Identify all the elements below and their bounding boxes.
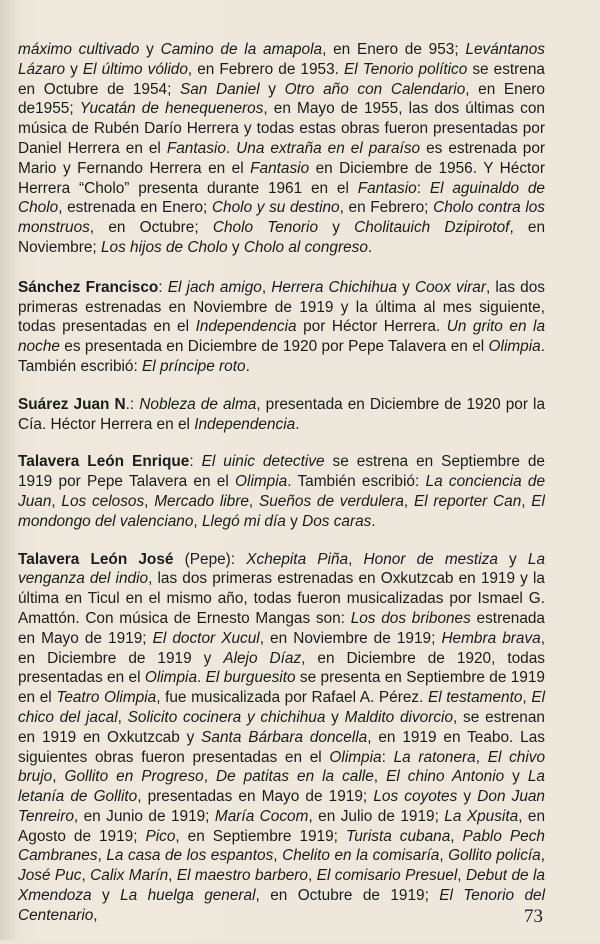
text-run: , [403, 492, 414, 510]
work-title: Fantasio [250, 159, 310, 177]
text-run: , las dos primeras estrenadas en Noviembre de 1919 y la última al mes siguiente, todas presentadas en el [18, 278, 545, 336]
work-title: Cholo y su destino [211, 199, 340, 217]
text-run: . [367, 238, 373, 256]
work-title: Herrera Chichihua [271, 278, 397, 296]
work-title: Sueños de verdulera [258, 492, 404, 510]
work-title: Turista cubana [345, 827, 451, 845]
work-title: Debut de la Xmendoza [18, 867, 545, 905]
work-title: El comisario Presuel [316, 867, 458, 885]
text-run: , en Diciembre de 1920, todas presentadas en el [18, 649, 545, 687]
text-run: y [397, 278, 415, 296]
text-run: , [81, 867, 91, 885]
entry-author-name: Suárez Juan N [18, 395, 126, 413]
text-run: , [168, 867, 177, 885]
text-run: , las dos primeras estrenadas en Oxkutzcab en 1919 y la última en Ticul en el mismo año, todas fueron musicalizadas por Ismael G. Amattón. Con música de Ernesto Mangas son: [18, 570, 545, 627]
work-title: La Xpusita [444, 807, 519, 825]
text-run: y [504, 768, 528, 786]
text-run: : [189, 453, 202, 471]
text-run: , [117, 708, 128, 726]
text-run: y [65, 60, 83, 78]
work-title: María Cocom [214, 807, 309, 825]
work-title: máximo cultivado [18, 41, 140, 58]
work-title: Dos caras [302, 512, 372, 530]
work-title: Los hijos de Cholo [100, 238, 228, 256]
text-run: por Héctor Herrera. [296, 318, 447, 336]
work-title: Fantasio [357, 179, 417, 197]
text-run: , [51, 492, 62, 510]
text-run: y [91, 887, 121, 905]
work-title: El chico del jacal [18, 689, 545, 726]
entry-author-name: Sánchez Francisco [18, 278, 159, 296]
text-run: y [227, 238, 244, 256]
text-run: , [373, 768, 387, 786]
text-run: estrenada en Mayo de 1919; [18, 609, 545, 647]
work-title: La venganza del indio [18, 550, 546, 588]
work-title: El reporter Can [413, 492, 522, 510]
work-title: Yucatán de henequeneros [79, 100, 264, 118]
text-run: , [144, 492, 155, 510]
work-title: Hembra brava [441, 629, 541, 647]
work-title: Teatro Olimpia [56, 689, 157, 707]
work-title: Gollito en Progreso [64, 768, 204, 786]
work-title: Cholo Tenorio [212, 219, 319, 237]
work-title: Cholo al congreso [243, 238, 368, 256]
work-title: Los celosos [61, 492, 145, 510]
work-title: El testamento [427, 689, 523, 707]
work-title: Independencia [195, 318, 297, 336]
paragraph-continuation [18, 40, 545, 258]
work-title: Solicito cocinera y chichihua [127, 708, 326, 726]
work-title: El mondongo del valenciano [18, 492, 545, 530]
work-title: El Tenorio del Centenario [18, 887, 546, 924]
work-title: Xchepita Piña [246, 550, 349, 568]
text-run: es estrenada por Mario y Fernando Herrera en el [18, 139, 545, 177]
text-run: , [521, 492, 532, 510]
work-title: El chivo brujo [18, 748, 546, 786]
text-run: , en Octubre de 1919; [255, 887, 440, 905]
text-run: , se estrenan en 1919 en Oxkutzcab y [18, 708, 545, 746]
text-run: , en Enero de 953; [322, 41, 466, 58]
work-title: El burguesito [205, 669, 296, 687]
work-title: El maestro barbero [176, 867, 308, 885]
text-run: : [416, 179, 430, 197]
text-run: y [457, 788, 478, 806]
text-run: y [259, 80, 285, 98]
work-title: La letanía de Gollito [18, 768, 545, 806]
text-run: , [522, 689, 532, 707]
text-run: , presentadas en Mayo de 1919; [137, 788, 374, 806]
text-run: , [475, 748, 488, 766]
work-title: El último vólido [82, 60, 188, 78]
work-title: Calix Marín [90, 867, 169, 885]
work-title: José Puc [18, 867, 82, 885]
text-run: y [318, 219, 355, 237]
work-title: Coox virar [414, 278, 486, 296]
work-title: Llegó mi día [201, 512, 286, 530]
body-text [18, 40, 545, 944]
text-run: , en Noviembre; [18, 219, 546, 256]
text-run: , [193, 512, 202, 530]
work-title: Alejo Díaz [223, 649, 302, 667]
text-run: , en Agosto de 1919; [18, 807, 546, 845]
work-title: El Tenorio político [344, 60, 468, 78]
work-title: Los dos bribones [350, 609, 471, 627]
work-title: Olimpia [144, 669, 198, 687]
work-title: Chelito en la comisaría [282, 847, 440, 865]
work-title: El uinic detective [201, 453, 325, 471]
work-title: Gollito policía [448, 847, 541, 865]
page-number: 73 [524, 906, 543, 927]
text-run: (Pepe): [173, 550, 247, 568]
text-run: , [97, 847, 107, 865]
text-run: se presenta en Septiembre de 1919 en el [18, 669, 545, 707]
text-run: , [439, 847, 449, 865]
work-title: El aguinaldo de Cholo [18, 179, 545, 217]
text-run: , [348, 550, 364, 568]
text-run: , [450, 827, 463, 845]
text-run: . [371, 512, 376, 530]
text-run: , en 1919 en Teabo. Las siguientes obras fueron presentadas en el [18, 728, 545, 766]
work-title: San Daniel [179, 80, 260, 98]
work-title: Pico [145, 827, 176, 845]
work-title: Cholo contra los monstruos [18, 199, 545, 237]
work-title: Pablo Pech Cambranes [18, 827, 545, 865]
work-title: Camino de la amapola [160, 41, 323, 58]
work-title: De patitas en la calle [216, 768, 374, 786]
text-run: , en Mayo de 1955, las dos últimas con música de Rubén Darío Herrera y todas estas obras fueron presentadas por Daniel Herrera en el [18, 100, 545, 157]
text-run: .: [125, 395, 140, 413]
work-title: Santa Bárbara doncella [201, 728, 368, 746]
work-title: La ratonera [393, 748, 476, 766]
text-run: : [381, 748, 394, 766]
text-run: se estrena en Septiembre de 1919 por Pepe Talavera en el [18, 453, 545, 491]
text-run: , en Junio de 1919; [73, 807, 215, 825]
work-title: Honor de mestiza [363, 550, 498, 568]
work-title: Los coyotes [373, 788, 458, 806]
work-title: Una extraña en el paraíso [236, 139, 421, 157]
work-title: Olimpia [235, 473, 288, 491]
work-title: Un grito en la noche [18, 318, 546, 356]
work-title: Nobleza de alma [139, 395, 257, 413]
text-run: , [540, 847, 546, 865]
text-run: , en Julio de 1919; [308, 807, 445, 825]
text-run: . [245, 357, 250, 375]
entry-author-name: Talavera León José [18, 550, 174, 568]
work-title: Olimpia [488, 338, 541, 356]
work-title: Mercado libre [154, 492, 249, 510]
text-run: . También escribió: [287, 473, 426, 491]
text-run: , [248, 492, 259, 510]
text-run: , [261, 278, 272, 296]
work-title: El príncipe roto [142, 357, 246, 375]
text-run: , en Septiembre 1919; [175, 827, 346, 845]
work-title: Otro año con Calendario [284, 80, 466, 98]
text-run: , [457, 867, 466, 885]
entry-suarez-juan [18, 395, 545, 435]
work-title: Maldito divorcio [344, 708, 454, 726]
text-run: es presentada en Diciembre de 1920 por Pepe Talavera en el [59, 338, 489, 356]
text-run: , estrenada en Enero; [58, 199, 212, 217]
text-run: , en Octubre; [89, 219, 213, 237]
text-run: , [308, 867, 317, 885]
work-title: Don Juan Tenreiro [18, 788, 545, 825]
text-run: . También escribió: [18, 338, 545, 375]
text-run: , fue musicalizada por Rafael A. Pérez. [156, 689, 428, 707]
text-run: , [52, 768, 65, 786]
text-run: y [285, 512, 303, 530]
work-title: El doctor Xucul [152, 629, 260, 647]
work-title: La casa de los espantos [106, 847, 274, 865]
text-run: , en Febrero de 1953. [187, 60, 344, 78]
text-run: , [203, 768, 216, 786]
text-run: . [197, 669, 206, 687]
work-title: La huelga general [120, 887, 256, 905]
entry-sanchez-francisco [18, 278, 545, 377]
text-run: , en Enero de1955; [18, 80, 545, 118]
text-run: , presentada en Diciembre de 1920 por la Cía. Héctor Herrera en el [18, 395, 546, 433]
text-run: y [139, 41, 161, 58]
text-run: , en Diciembre de 1919 y [18, 629, 546, 667]
work-title: El jach amigo [167, 278, 262, 296]
work-title: Olimpia [329, 748, 382, 766]
text-run: : [158, 278, 168, 296]
work-title: Levántanos Lázaro [18, 41, 545, 78]
work-title: Fantasio [166, 139, 226, 157]
text-run: , [93, 906, 98, 924]
text-run: en Diciembre de 1956. Y Héctor Herrera “Cholo” presenta durante 1961 en el [18, 159, 545, 197]
entry-talavera-leon-enrique [18, 452, 545, 531]
text-run: y [497, 550, 528, 568]
text-run: , en Febrero; [339, 199, 434, 217]
work-title: La conciencia de Juan [18, 473, 546, 510]
work-title: Cholitauich Dzipirotof [354, 219, 510, 237]
text-run: . [295, 415, 300, 433]
entry-author-name: Talavera León Enrique [18, 453, 190, 471]
text-run: . [225, 139, 237, 157]
text-run: , [273, 847, 283, 865]
text-run: , en Noviembre de 1919; [259, 629, 442, 647]
entry-talavera-leon-jose [18, 550, 545, 926]
text-run: se estrena en Octubre de 1954; [18, 60, 545, 98]
work-title: El chino Antonio [386, 768, 505, 786]
text-run: y [325, 708, 345, 726]
work-title: Independencia [194, 415, 296, 433]
